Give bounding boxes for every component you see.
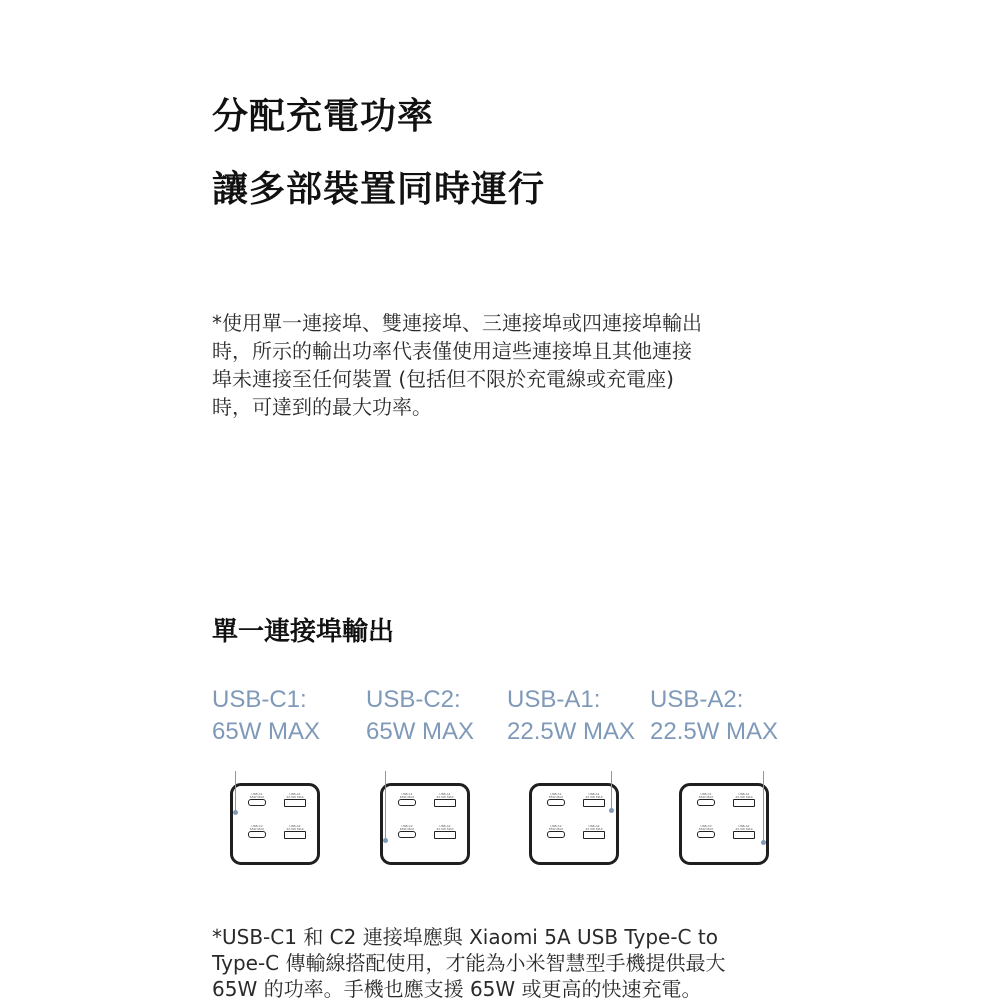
- footnote-top-line: 時，所示的輸出功率代表僅使用這些連接埠且其他連接: [212, 339, 692, 363]
- usb-c-port-icon: [547, 831, 565, 838]
- slot-label: USB-A2: [738, 824, 750, 828]
- port-label-usb-c2: [366, 684, 474, 748]
- charger-slot-a1: [277, 792, 313, 818]
- slot-max: 65W MAX: [548, 795, 564, 799]
- active-port-dot: [761, 840, 766, 845]
- footnote-bottom: [212, 924, 812, 1002]
- charger-slot-a2: [576, 824, 612, 850]
- slot-label: USB-A1: [289, 792, 301, 796]
- footnote-bottom-line: 65W 的功率。手機也應支援 65W 或更高的快速充電。: [212, 977, 702, 1001]
- slot-label: USB-C2: [401, 824, 413, 828]
- leader-line: [385, 771, 386, 840]
- charger-slot-c1: [241, 792, 273, 818]
- slot-max: 22.5W MAX: [436, 827, 454, 831]
- heading-line-1: 分配充電功率: [212, 96, 435, 137]
- heading-line-2: 讓多部裝置同時運行: [212, 169, 546, 210]
- charger-slot-c2: [391, 824, 423, 850]
- port-name: USB-A2:: [650, 686, 744, 713]
- usb-a-port-icon: [583, 799, 605, 807]
- slot-label: USB-C1: [550, 792, 562, 796]
- usb-a-port-icon: [583, 831, 605, 839]
- leader-line: [763, 771, 764, 842]
- usb-a-port-icon: [733, 831, 755, 839]
- slot-max: 65W MAX: [399, 827, 415, 831]
- slot-max: 22.5W MAX: [735, 827, 753, 831]
- usb-c-port-icon: [248, 799, 266, 806]
- footnote-top-line: 時，可達到的最大功率。: [212, 395, 432, 419]
- charger-slot-c1: [540, 792, 572, 818]
- slot-max: 65W MAX: [399, 795, 415, 799]
- slot-label: USB-A1: [738, 792, 750, 796]
- slot-label: USB-C2: [700, 824, 712, 828]
- port-max: 22.5W MAX: [507, 718, 636, 745]
- charger-slot-a2: [726, 824, 762, 850]
- footnote-top-line: 埠未連接至任何裝置 (包括但不限於充電線或充電座): [212, 367, 674, 391]
- slot-label: USB-C2: [251, 824, 263, 828]
- usb-c-port-icon: [697, 799, 715, 806]
- charger-illustration: [679, 783, 769, 865]
- usb-c-port-icon: [398, 799, 416, 806]
- active-port-dot: [609, 808, 614, 813]
- charger-slot-a1: [576, 792, 612, 818]
- port-label-usb-c1: [212, 684, 320, 748]
- charger-slot-a2: [277, 824, 313, 850]
- port-name: USB-A1:: [507, 686, 601, 713]
- slot-max: 65W MAX: [698, 795, 714, 799]
- charger-slot-a1: [427, 792, 463, 818]
- footnote-bottom-line: *USB-C1 和 C2 連接埠應與 Xiaomi 5A USB Type-C to: [212, 925, 718, 949]
- slot-label: USB-A2: [588, 824, 600, 828]
- port-max: 65W MAX: [366, 718, 475, 745]
- slot-max: 22.5W MAX: [286, 827, 304, 831]
- slot-label: USB-C1: [251, 792, 263, 796]
- port-name: USB-C2:: [366, 686, 461, 713]
- usb-c-port-icon: [547, 799, 565, 806]
- charger-illustration: [380, 783, 470, 865]
- slot-label: USB-A2: [439, 824, 451, 828]
- charger-illustration: [230, 783, 320, 865]
- slot-max: 65W MAX: [249, 795, 265, 799]
- usb-a-port-icon: [284, 831, 306, 839]
- charger-illustration: [529, 783, 619, 865]
- slot-max: 65W MAX: [548, 827, 564, 831]
- usb-a-port-icon: [434, 799, 456, 807]
- port-label-usb-a2: [650, 684, 778, 748]
- slot-max: 65W MAX: [698, 827, 714, 831]
- slot-max: 65W MAX: [249, 827, 265, 831]
- charger-slot-a1: [726, 792, 762, 818]
- usb-a-port-icon: [284, 799, 306, 807]
- active-port-dot: [233, 810, 238, 815]
- slot-max: 22.5W MAX: [735, 795, 753, 799]
- slot-label: USB-C1: [700, 792, 712, 796]
- footnote-top-line: *使用單一連接埠、雙連接埠、三連接埠或四連接埠輸出: [212, 311, 702, 335]
- section-title: 單一連接埠輸出: [212, 617, 395, 647]
- port-name: USB-C1:: [212, 686, 307, 713]
- charger-slot-c2: [241, 824, 273, 850]
- port-max: 22.5W MAX: [650, 718, 779, 745]
- slot-max: 22.5W MAX: [286, 795, 304, 799]
- slot-label: USB-A2: [289, 824, 301, 828]
- charger-slot-a2: [427, 824, 463, 850]
- usb-c-port-icon: [398, 831, 416, 838]
- leader-line: [235, 771, 236, 812]
- slot-max: 22.5W MAX: [585, 827, 603, 831]
- slot-label: USB-C1: [401, 792, 413, 796]
- footnote-top: [212, 309, 812, 421]
- port-label-usb-a1: [507, 684, 635, 748]
- charger-slot-c2: [690, 824, 722, 850]
- slot-max: 22.5W MAX: [436, 795, 454, 799]
- slot-label: USB-C2: [550, 824, 562, 828]
- footnote-bottom-line: Type-C 傳輸線搭配使用，才能為小米智慧型手機提供最大: [212, 951, 726, 975]
- usb-c-port-icon: [697, 831, 715, 838]
- usb-a-port-icon: [434, 831, 456, 839]
- slot-label: USB-A1: [439, 792, 451, 796]
- usb-c-port-icon: [248, 831, 266, 838]
- port-max: 65W MAX: [212, 718, 321, 745]
- usb-a-port-icon: [733, 799, 755, 807]
- charger-slot-c1: [690, 792, 722, 818]
- active-port-dot: [383, 838, 388, 843]
- charger-slot-c1: [391, 792, 423, 818]
- slot-max: 22.5W MAX: [585, 795, 603, 799]
- leader-line: [611, 771, 612, 810]
- charger-slot-c2: [540, 824, 572, 850]
- slot-label: USB-A1: [588, 792, 600, 796]
